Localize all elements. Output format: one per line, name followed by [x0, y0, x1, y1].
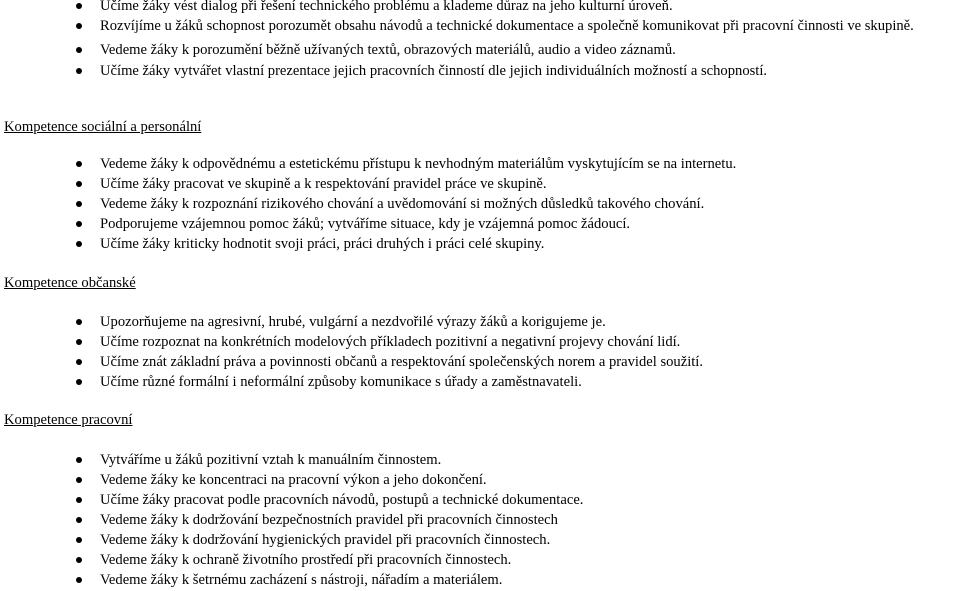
section-heading-social: Kompetence sociální a personální — [4, 119, 202, 135]
work-list — [0, 450, 960, 590]
list-item: Vedeme žáky k dodržování hygienických pravidel při pracovních činnostech. — [0, 530, 960, 550]
list-item: Podporujeme vzájemnou pomoc žáků; vytváříme situace, kdy je vzájemná pomoc žádoucí. — [0, 214, 960, 234]
list-item: Učíme různé formální i neformální způsoby komunikace s úřady a zaměstnavateli. — [0, 372, 960, 392]
list-item: Vedeme žáky k ochraně životního prostředí při pracovních činnostech. — [0, 550, 960, 570]
civic-list — [0, 312, 960, 392]
list-item: Upozorňujeme na agresivní, hrubé, vulgární a nezdvořilé výrazy žáků a korigujeme je. — [0, 312, 960, 332]
section-heading-work: Kompetence pracovní — [4, 412, 133, 428]
list-item: Učíme žáky vést dialog při řešení technického problému a klademe důraz na jeho kulturní úroveň. — [0, 0, 960, 16]
list-item: Vedeme žáky k odpovědnému a estetickému přístupu k nevhodným materiálům vyskytujícím se na internetu. — [0, 154, 960, 174]
list-item: Učíme žáky pracovat podle pracovních návodů, postupů a technické dokumentace. — [0, 490, 960, 510]
list-item: Vedeme žáky k rozpoznání rizikového chování a uvědomování si možných důsledků takového chování. — [0, 194, 960, 214]
list-item: Rozvíjíme u žáků schopnost porozumět obsahu návodů a technické dokumentace a společně komunikovat při pracovní činnosti ve skupině. — [0, 16, 960, 36]
list-item: Vedeme žáky k dodržování bezpečnostních pravidel při pracovních činnostech — [0, 510, 960, 530]
list-item: Učíme žáky vytvářet vlastní prezentace jejich pracovních činností dle jejich individuálních možností a schopností. — [0, 61, 960, 81]
list-item: Učíme žáky pracovat ve skupině a k respektování pravidel práce ve skupině. — [0, 174, 960, 194]
list-item: Učíme žáky kriticky hodnotit svoji práci, práci druhých i práci celé skupiny. — [0, 234, 960, 254]
list-item: Vedeme žáky k porozumění běžně užívaných textů, obrazových materiálů, audio a video záznamů. — [0, 40, 960, 60]
list-item: Vedeme žáky ke koncentraci na pracovní výkon a jeho dokončení. — [0, 470, 960, 490]
list-item: Učíme rozpoznat na konkrétních modelových příkladech pozitivní a negativní projevy chování lidí. — [0, 332, 960, 352]
list-item: Učíme znát základní práva a povinnosti občanů a respektování společenských norem a pravidel soužití. — [0, 352, 960, 372]
list-item: Vytváříme u žáků pozitivní vztah k manuálním činnostem. — [0, 450, 960, 470]
intro-list — [0, 0, 960, 81]
social-list — [0, 154, 960, 254]
list-item: Vedeme žáky k šetrnému zacházení s nástroji, nářadím a materiálem. — [0, 570, 960, 590]
section-heading-civic: Kompetence občanské — [4, 275, 136, 291]
